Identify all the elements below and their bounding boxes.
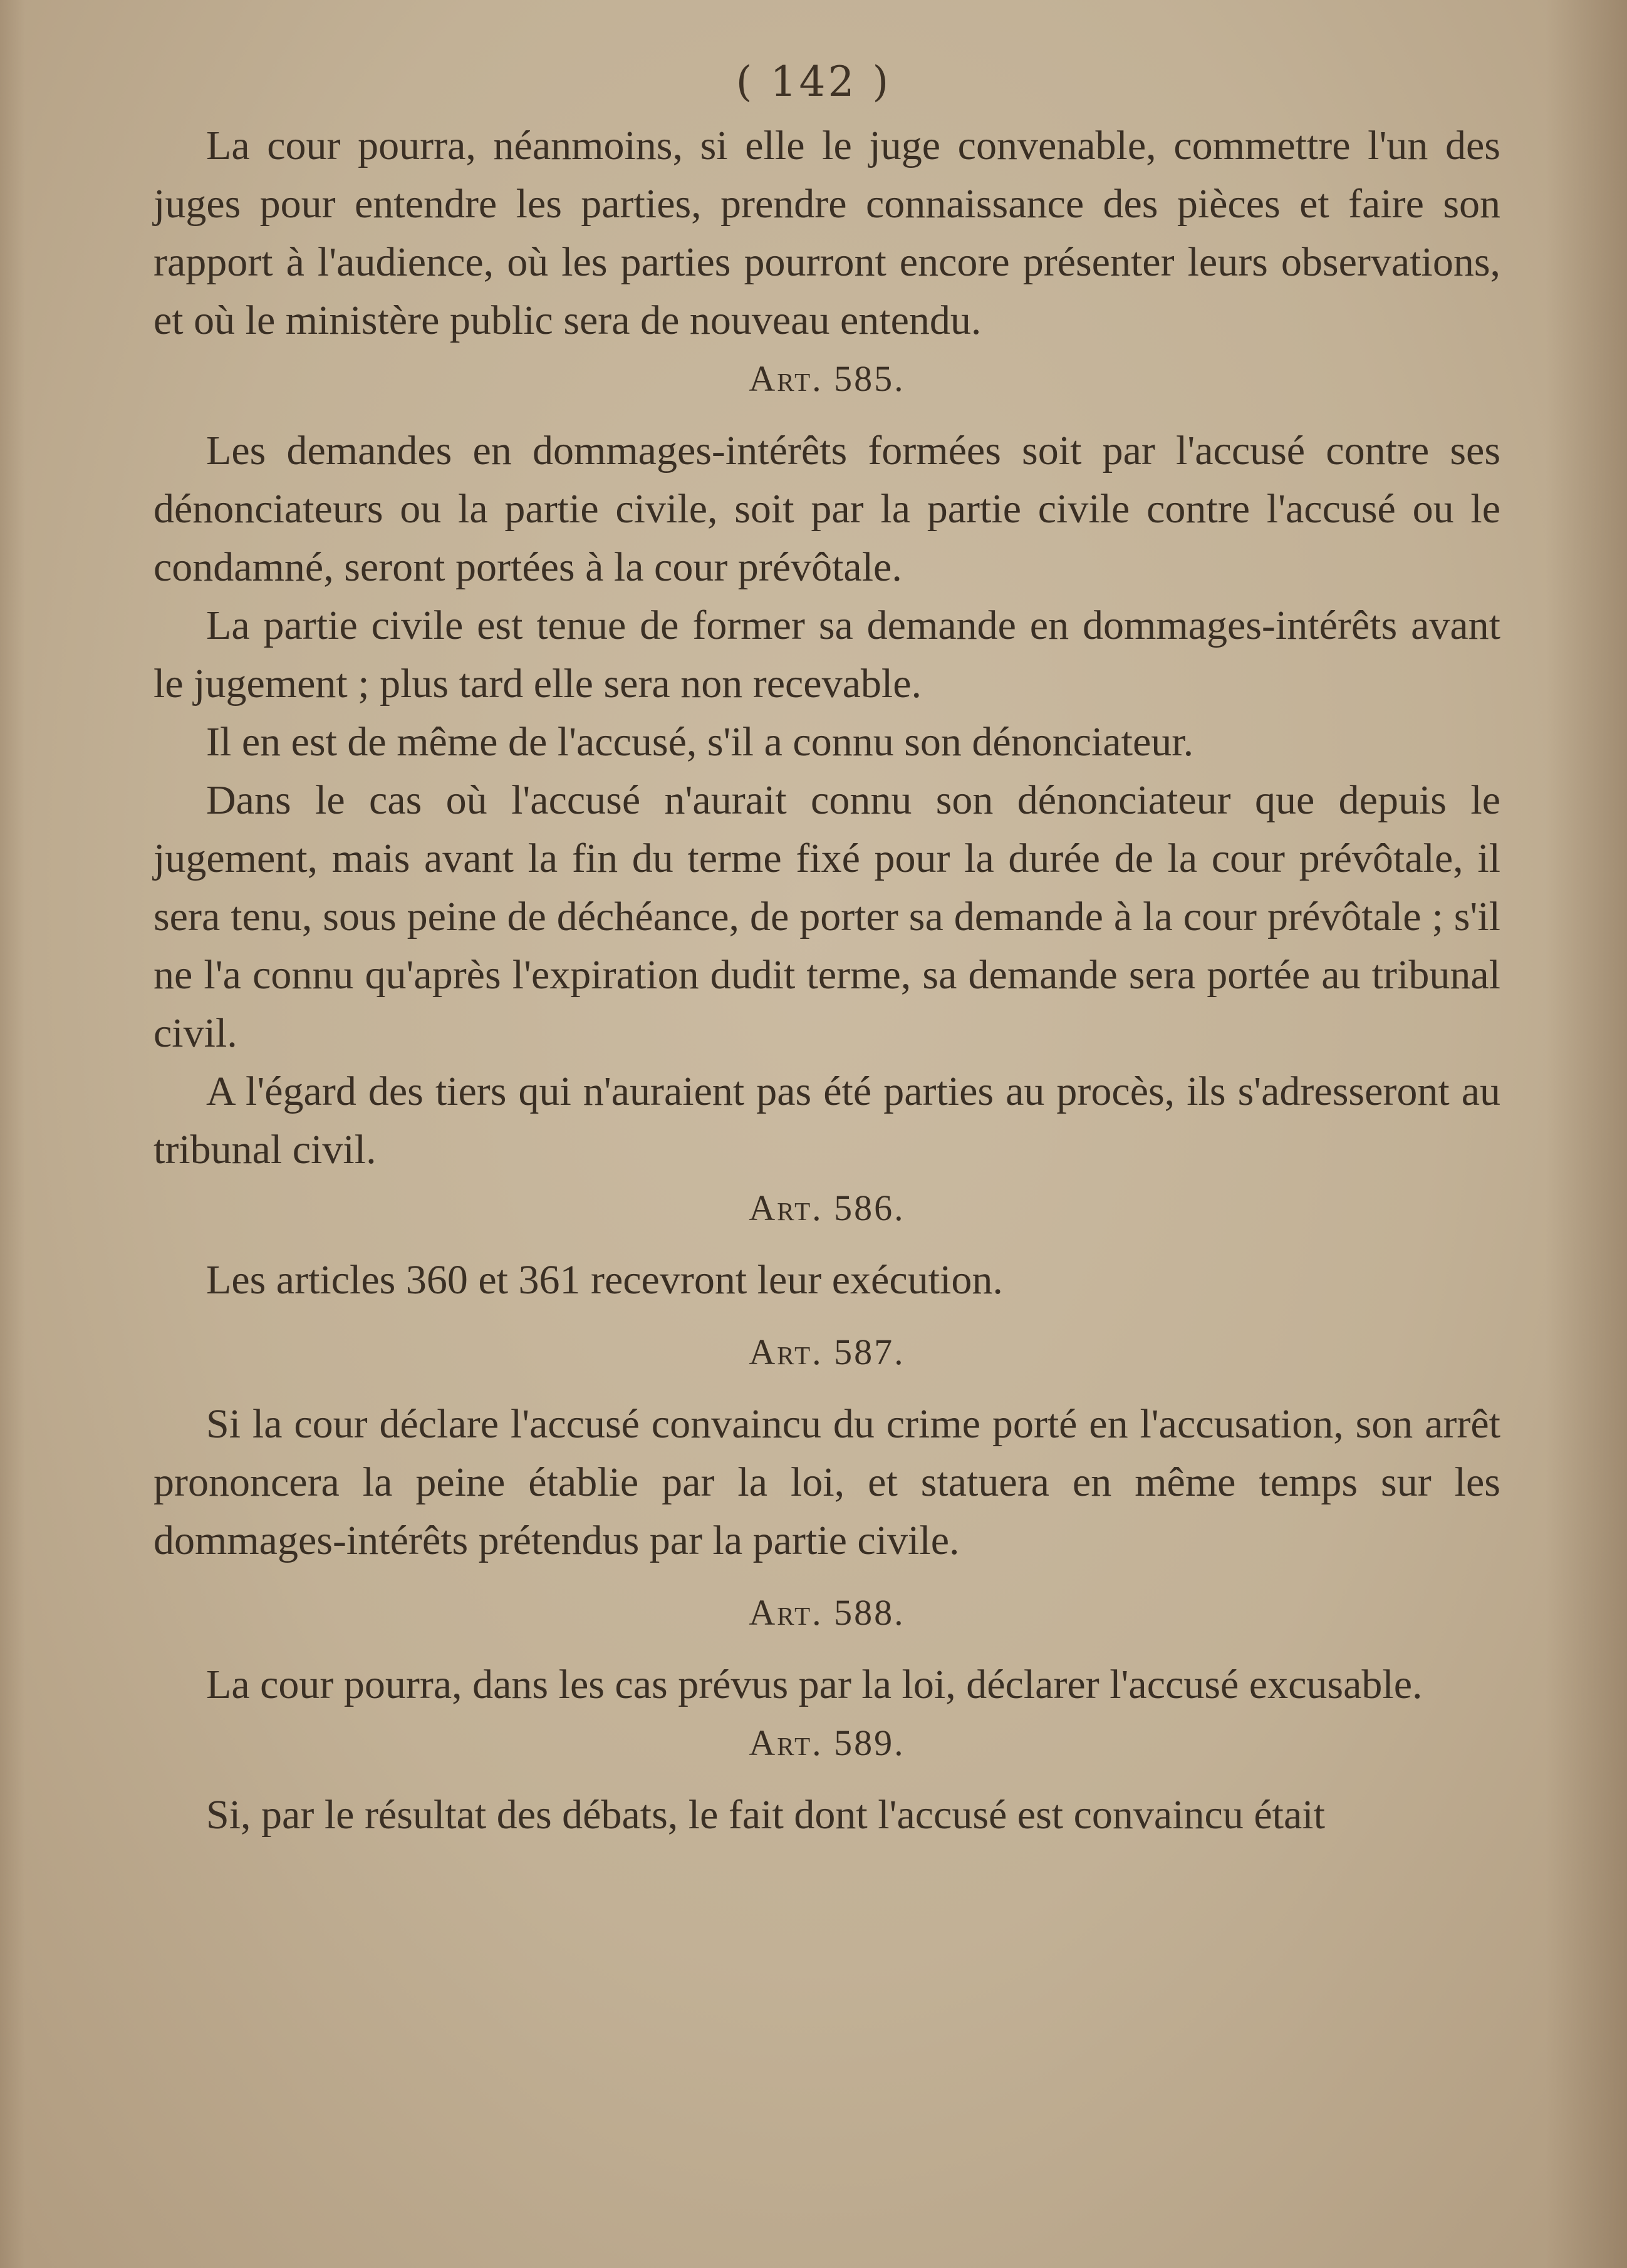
article-heading-586: Art. 586. bbox=[749, 1188, 905, 1228]
article-heading-585: Art. 585. bbox=[749, 358, 905, 399]
article-heading-587: Art. 587. bbox=[749, 1332, 905, 1372]
page-body bbox=[153, 117, 1500, 1844]
paragraph-587: Si la cour déclare l'accusé convaincu du crime porté en l'accusation, son arrêt prononcera la peine établie par la loi, et statuera en même temps sur les dommages-intérêts prétendus par la partie civile. bbox=[153, 1401, 1500, 1563]
paragraph-588: La cour pourra, dans les cas prévus par la loi, déclarer l'accusé excusable. bbox=[206, 1662, 1423, 1707]
article-heading-589: Art. 589. bbox=[749, 1722, 905, 1763]
paragraph-586: Les articles 360 et 361 recevront leur exécution. bbox=[206, 1257, 1003, 1303]
paragraph-585-4: Dans le cas où l'accusé n'aurait connu son dénonciateur que depuis le jugement, mais avant la fin du terme fixé pour la durée de la cour prévôtale, il sera tenu, sous peine de déchéance, de porter sa demande à la cour prévôtale ; s'il ne l'a connu qu'après l'expiration dudit terme, sa demande sera portée au tribunal civil. bbox=[153, 777, 1500, 1056]
paragraph-585-1: Les demandes en dommages-intérêts formées soit par l'accusé contre ses dénonciateurs ou la partie civile, soit par la partie civile contre l'accusé ou le condamné, seront portées à la cour prévôtale. bbox=[153, 428, 1500, 590]
paragraph-585-2: La partie civile est tenue de former sa demande en dommages-intérêts avant le jugement ; plus tard elle sera non recevable. bbox=[153, 603, 1500, 707]
paragraph-589: Si, par le résultat des débats, le fait dont l'accusé est convaincu était bbox=[206, 1792, 1325, 1838]
paragraph-585-3: Il en est de même de l'accusé, s'il a connu son dénonciateur. bbox=[206, 719, 1194, 765]
paragraph-intro: La cour pourra, néanmoins, si elle le juge convenable, commettre l'un des juges pour entendre les parties, prendre connaissance des pièces et faire son rapport à l'audience, où les parties pourront encore présenter leurs observations, et où le ministère public sera de nouveau entendu. bbox=[153, 123, 1500, 343]
paragraph-585-5: A l'égard des tiers qui n'auraient pas été parties au procès, ils s'adresseront au tribunal civil. bbox=[153, 1069, 1500, 1173]
article-heading-588: Art. 588. bbox=[749, 1592, 905, 1633]
page-number: ( 142 ) bbox=[736, 58, 891, 106]
